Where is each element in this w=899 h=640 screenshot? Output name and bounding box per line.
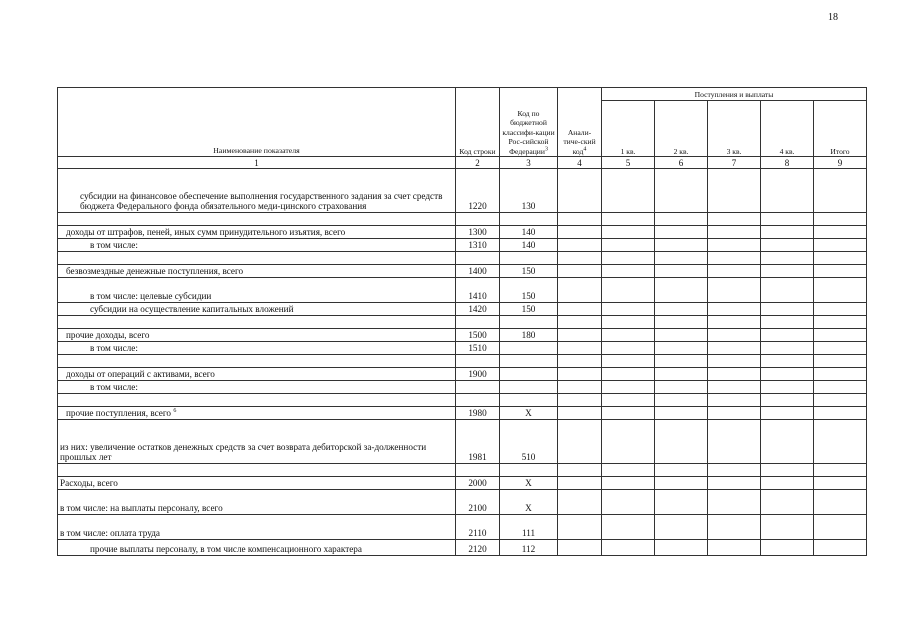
row-value-cell [655,477,708,490]
row-value-cell [814,368,867,381]
row-value-cell [814,464,867,477]
row-value-cell [602,169,655,213]
row-value-cell [708,464,761,477]
row-value-cell [558,394,602,407]
row-code [456,355,500,368]
column-number: 2 [456,157,500,169]
row-name: в том числе: [58,381,456,394]
row-value-cell [814,329,867,342]
row-value-cell [602,540,655,556]
row-budget-code: 150 [500,265,558,278]
row-value-cell [814,477,867,490]
row-code: 1900 [456,368,500,381]
row-value-cell [655,329,708,342]
row-budget-code [500,342,558,355]
row-budget-code: 111 [500,515,558,540]
row-value-cell [558,278,602,303]
row-value-cell [558,515,602,540]
row-name: прочие выплаты персоналу, в том числе компенсационного характера [58,540,456,556]
row-budget-code: 130 [500,169,558,213]
row-name [58,355,456,368]
row-value-cell [814,265,867,278]
row-value-cell [558,490,602,515]
row-value-cell [761,464,814,477]
row-value-cell [558,420,602,464]
row-budget-code: 112 [500,540,558,556]
row-value-cell [761,477,814,490]
row-value-cell [558,407,602,420]
column-number: 6 [655,157,708,169]
table-row [58,477,867,490]
row-value-cell [708,490,761,515]
row-value-cell [602,515,655,540]
row-value-cell [814,316,867,329]
row-code [456,394,500,407]
row-value-cell [708,515,761,540]
row-value-cell [655,490,708,515]
table-row [58,265,867,278]
row-budget-code: 150 [500,278,558,303]
row-value-cell [814,420,867,464]
row-value-cell [558,226,602,239]
row-budget-code [500,316,558,329]
row-name: прочие доходы, всего [58,329,456,342]
row-value-cell [761,303,814,316]
header-q4: 4 кв. [761,101,814,157]
table-row [58,394,867,407]
row-value-cell [655,368,708,381]
row-budget-code [500,464,558,477]
row-name: в том числе: на выплаты персоналу, всего [58,490,456,515]
row-value-cell [655,394,708,407]
row-budget-code: X [500,477,558,490]
row-value-cell [655,515,708,540]
row-value-cell [558,355,602,368]
row-value-cell [655,169,708,213]
row-value-cell [814,407,867,420]
row-value-cell [558,329,602,342]
table-row [58,342,867,355]
row-code: 2110 [456,515,500,540]
row-code [456,381,500,394]
row-value-cell [602,226,655,239]
row-value-cell [602,368,655,381]
row-name: безвозмездные денежные поступления, всего [58,265,456,278]
row-value-cell [655,316,708,329]
row-value-cell [761,407,814,420]
row-value-cell [602,252,655,265]
header-budget-code: Код по бюджетной классифи-кации Рос-сийской Федерации$^3$ [500,88,558,157]
column-number: 9 [814,157,867,169]
row-value-cell [708,239,761,252]
row-value-cell [708,368,761,381]
row-value-cell [814,239,867,252]
row-value-cell [761,381,814,394]
row-value-cell [708,252,761,265]
row-code [456,464,500,477]
row-budget-code [500,368,558,381]
row-name: Расходы, всего [58,477,456,490]
row-value-cell [558,169,602,213]
column-number: 4 [558,157,602,169]
header-q2: 2 кв. [655,101,708,157]
row-value-cell [814,540,867,556]
row-name: субсидии на финансовое обеспечение выполнения государственного задания за счет средств бюджета Федерального фонда обязательного меди-цинского страхования [58,169,456,213]
row-value-cell [761,368,814,381]
row-name: в том числе: [58,342,456,355]
row-code: 1300 [456,226,500,239]
row-value-cell [602,381,655,394]
table-row [58,169,867,213]
row-value-cell [761,515,814,540]
row-name: в том числе: [58,239,456,252]
table-row [58,464,867,477]
row-value-cell [558,368,602,381]
row-code: 1310 [456,239,500,252]
row-value-cell [655,540,708,556]
row-name: в том числе: целевые субсидии [58,278,456,303]
row-value-cell [708,381,761,394]
row-value-cell [814,381,867,394]
row-budget-code: X [500,407,558,420]
table-row [58,381,867,394]
row-value-cell [655,213,708,226]
row-value-cell [602,265,655,278]
row-budget-code [500,355,558,368]
row-value-cell [761,252,814,265]
row-value-cell [602,477,655,490]
row-budget-code: 140 [500,226,558,239]
table-row [58,407,867,420]
table-row [58,368,867,381]
row-code [456,252,500,265]
row-name [58,464,456,477]
row-name: прочие поступления, всего $^6$ [58,407,456,420]
row-code: 1400 [456,265,500,278]
row-value-cell [708,329,761,342]
row-code [456,213,500,226]
row-name [58,252,456,265]
row-value-cell [761,226,814,239]
row-value-cell [655,420,708,464]
row-code: 1220 [456,169,500,213]
row-value-cell [761,169,814,213]
row-value-cell [708,303,761,316]
row-code: 2120 [456,540,500,556]
column-number: 1 [58,157,456,169]
row-value-cell [814,226,867,239]
row-value-cell [814,169,867,213]
row-value-cell [761,316,814,329]
table-row [58,329,867,342]
column-number: 5 [602,157,655,169]
row-value-cell [708,265,761,278]
row-value-cell [708,226,761,239]
row-name [58,394,456,407]
row-code: 1420 [456,303,500,316]
row-value-cell [602,407,655,420]
table-row [58,490,867,515]
row-code: 2100 [456,490,500,515]
row-value-cell [655,278,708,303]
row-value-cell [602,278,655,303]
row-value-cell [708,540,761,556]
row-value-cell [602,420,655,464]
header-q3: 3 кв. [708,101,761,157]
header-q1: 1 кв. [602,101,655,157]
financial-plan-table [57,87,867,556]
row-value-cell [761,394,814,407]
row-value-cell [602,213,655,226]
row-value-cell [761,355,814,368]
column-number: 7 [708,157,761,169]
row-value-cell [761,329,814,342]
table-row [58,213,867,226]
row-value-cell [602,239,655,252]
row-value-cell [761,490,814,515]
row-value-cell [655,407,708,420]
header-total: Итого [814,101,867,157]
row-value-cell [655,342,708,355]
table-row [58,278,867,303]
row-name: из них: увеличение остатков денежных средств за счет возврата дебиторской за-долженности прошлых лет [58,420,456,464]
row-budget-code [500,394,558,407]
row-value-cell [708,169,761,213]
row-name [58,213,456,226]
row-name [58,316,456,329]
table-row [58,252,867,265]
row-value-cell [814,278,867,303]
row-value-cell [814,213,867,226]
row-value-cell [602,316,655,329]
row-code [456,316,500,329]
row-value-cell [708,355,761,368]
row-value-cell [708,477,761,490]
row-value-cell [761,342,814,355]
row-value-cell [558,213,602,226]
row-value-cell [708,213,761,226]
row-value-cell [655,381,708,394]
row-value-cell [558,252,602,265]
header-flows: Поступления и выплаты [602,88,867,101]
row-value-cell [655,265,708,278]
row-value-cell [761,278,814,303]
row-code: 1410 [456,278,500,303]
row-value-cell [655,355,708,368]
row-budget-code [500,252,558,265]
row-value-cell [558,342,602,355]
row-value-cell [602,329,655,342]
row-value-cell [814,342,867,355]
row-value-cell [708,278,761,303]
row-value-cell [558,316,602,329]
row-value-cell [558,239,602,252]
row-value-cell [708,316,761,329]
row-value-cell [655,226,708,239]
row-budget-code: 180 [500,329,558,342]
table-row [58,515,867,540]
row-code: 1510 [456,342,500,355]
row-value-cell [602,355,655,368]
row-value-cell [761,540,814,556]
row-value-cell [558,265,602,278]
row-value-cell [655,464,708,477]
row-budget-code: 140 [500,239,558,252]
page-number: 18 [828,12,838,23]
row-value-cell [602,490,655,515]
table-row [58,239,867,252]
row-code: 1981 [456,420,500,464]
row-value-cell [708,407,761,420]
row-value-cell [814,252,867,265]
row-value-cell [558,477,602,490]
row-value-cell [761,420,814,464]
row-value-cell [708,394,761,407]
row-budget-code: X [500,490,558,515]
row-code: 1980 [456,407,500,420]
row-name: субсидии на осуществление капитальных вложений [58,303,456,316]
row-value-cell [814,490,867,515]
row-code: 2000 [456,477,500,490]
row-value-cell [761,265,814,278]
row-value-cell [708,420,761,464]
row-value-cell [814,303,867,316]
table-row [58,226,867,239]
row-value-cell [602,342,655,355]
row-value-cell [602,394,655,407]
row-value-cell [814,515,867,540]
row-value-cell [655,252,708,265]
row-value-cell [761,213,814,226]
row-budget-code [500,213,558,226]
row-value-cell [814,355,867,368]
table-row [58,540,867,556]
table-row [58,303,867,316]
row-value-cell [558,540,602,556]
column-number: 3 [500,157,558,169]
row-value-cell [708,342,761,355]
header-name: Наименование показателя [58,88,456,157]
column-number-row [58,157,867,169]
row-value-cell [558,303,602,316]
row-budget-code [500,381,558,394]
row-value-cell [761,239,814,252]
header-row-code: Код строки [456,88,500,157]
row-value-cell [558,381,602,394]
header-analytic-code: Анали-тиче-ский код$^4$ [558,88,602,157]
table-row [58,316,867,329]
row-name: доходы от операций с активами, всего [58,368,456,381]
row-value-cell [558,464,602,477]
row-budget-code: 150 [500,303,558,316]
row-value-cell [602,464,655,477]
column-number: 8 [761,157,814,169]
row-value-cell [814,394,867,407]
row-name: доходы от штрафов, пеней, иных сумм принудительного изъятия, всего [58,226,456,239]
row-value-cell [655,239,708,252]
row-code: 1500 [456,329,500,342]
row-budget-code: 510 [500,420,558,464]
row-value-cell [602,303,655,316]
table-row [58,420,867,464]
row-value-cell [655,303,708,316]
row-name: в том числе: оплата труда [58,515,456,540]
table-row [58,355,867,368]
